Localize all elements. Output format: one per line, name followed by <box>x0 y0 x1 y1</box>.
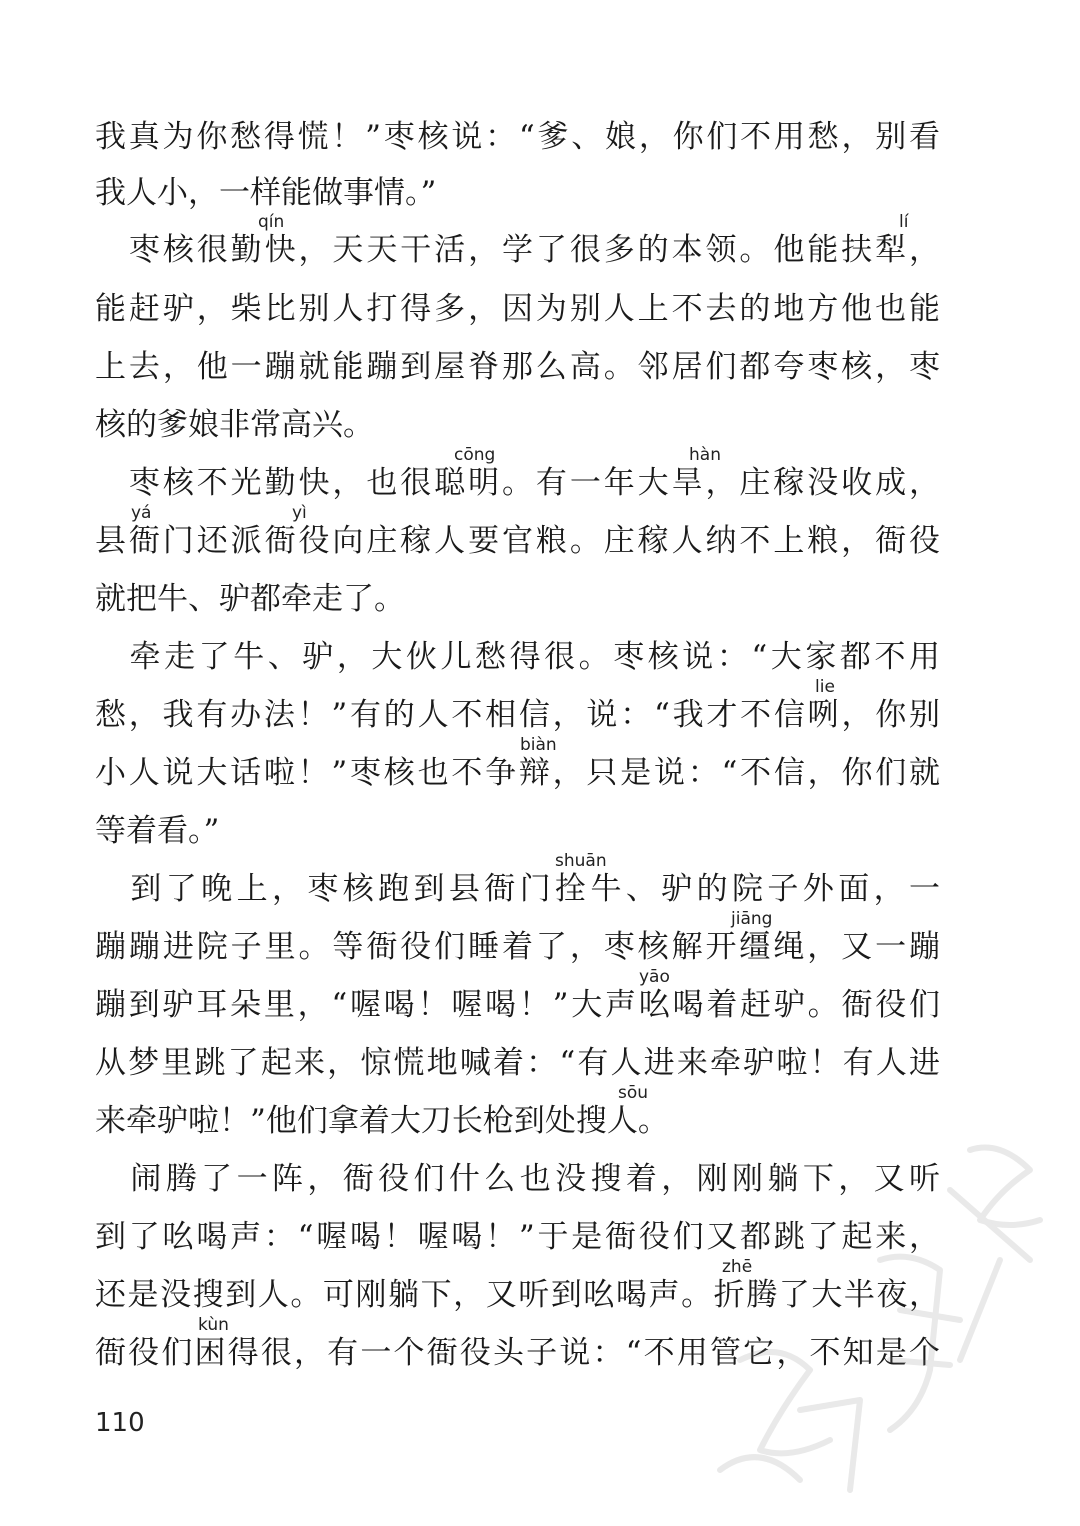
text-line: 来牵驴啦！”他们拿着大刀长枪到处搜人。 <box>95 1103 669 1139</box>
text-line: 到了吆喝声：“喔喝！喔喝！”于是衙役们又都跳了起来， <box>95 1219 940 1255</box>
text-line: 蹦到驴耳朵里，“喔喝！喔喝！”大声吆喝着赶驴。衙役们 <box>95 987 940 1023</box>
text-line: 就把牛、驴都牵走了。 <box>95 581 405 617</box>
text-line: 从梦里跳了起来，惊慌地喊着：“有人进来牵驴啦！有人进 <box>95 1045 940 1081</box>
text-line: 核的爹娘非常高兴。 <box>95 407 374 443</box>
text-line: 蹦蹦进院子里。等衙役们睡着了，枣核解开缰绳，又一蹦 <box>95 929 940 965</box>
text-line: 等着看。” <box>95 813 220 849</box>
pinyin-annotation: qín <box>258 212 285 232</box>
pinyin-annotation: cōng <box>454 445 496 465</box>
text-line: 到了晚上，枣核跑到县衙门拴牛、驴的院子外面，一 <box>95 871 940 907</box>
text-line: 上去，他一蹦就能蹦到屋脊那么高。邻居们都夸枣核，枣 <box>95 349 940 385</box>
text-line: 牵走了牛、驴，大伙儿愁得很。枣核说：“大家都不用 <box>95 639 940 675</box>
pinyin-annotation: liе <box>815 677 835 697</box>
text-line: 闹腾了一阵，衙役们什么也没搜着，刚刚躺下，又听 <box>95 1161 940 1197</box>
pinyin-annotation: zhē <box>722 1257 753 1277</box>
pinyin-annotation: shuān <box>555 851 607 871</box>
text-line: 枣核不光勤快，也很聪明。有一年大旱，庄稼没收成， <box>95 465 940 501</box>
text-line: 愁，我有办法！”有的人不相信，说：“我才不信咧，你别 <box>95 697 940 733</box>
pinyin-annotation: kùn <box>198 1315 229 1335</box>
pinyin-annotation: hàn <box>689 445 721 465</box>
pinyin-annotation: biàn <box>520 735 557 755</box>
pinyin-annotation: sōu <box>618 1083 649 1103</box>
text-line: 县衙门还派衙役向庄稼人要官粮。庄稼人纳不上粮，衙役 <box>95 523 940 559</box>
pinyin-annotation: yá <box>131 503 152 523</box>
text-line: 能赶驴，柴比别人打得多，因为别人上不去的地方他也能 <box>95 291 940 327</box>
pinyin-annotation: lí <box>899 212 909 232</box>
text-line: 我人小，一样能做事情。” <box>95 175 437 211</box>
page-number: 110 <box>95 1408 145 1438</box>
pinyin-annotation: yì <box>292 503 307 523</box>
text-line: 小人说大话啦！”枣核也不争辩，只是说：“不信，你们就 <box>95 755 940 791</box>
text-line: 我真为你愁得慌！”枣核说：“爹、娘，你们不用愁，别看 <box>95 119 940 155</box>
pinyin-annotation: yāo <box>639 967 670 987</box>
text-line: 衙役们困得很，有一个衙役头子说：“不用管它，不知是个 <box>95 1335 940 1371</box>
text-line: 还是没搜到人。可刚躺下，又听到吆喝声。折腾了大半夜， <box>95 1277 940 1313</box>
watermark-logo <box>700 1110 1060 1510</box>
pinyin-annotation: jiāng <box>731 909 773 929</box>
text-line: 枣核很勤快，天天干活，学了很多的本领。他能扶犁， <box>95 232 940 268</box>
